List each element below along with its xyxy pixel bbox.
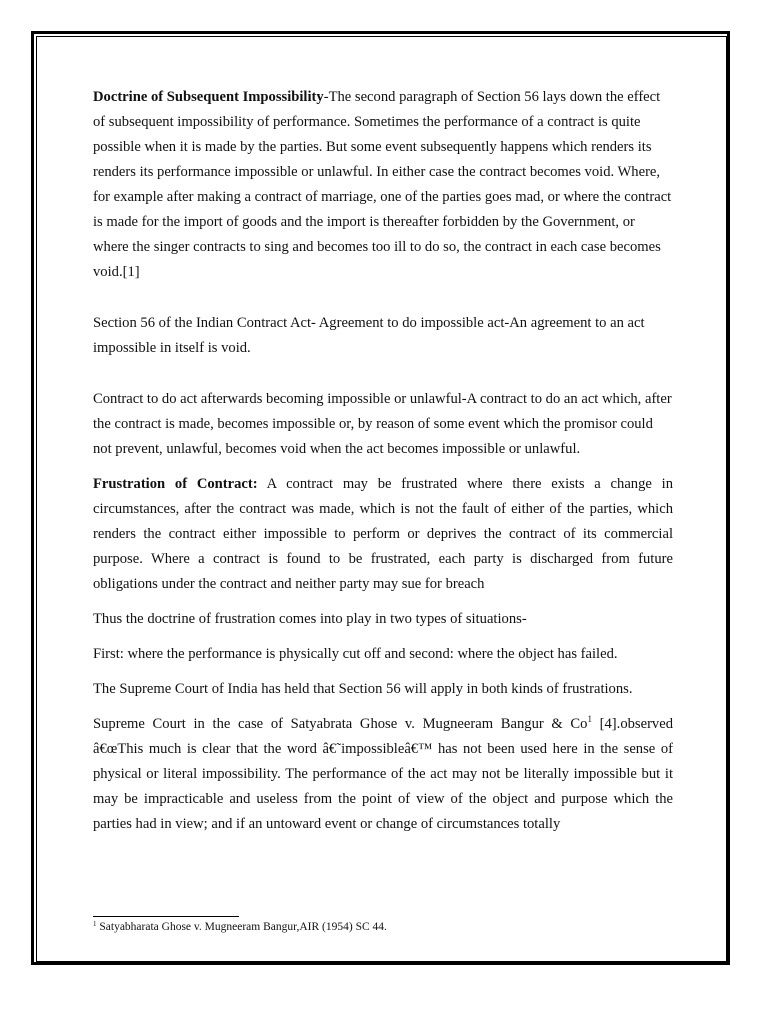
paragraph-supreme-court-held: The Supreme Court of India has held that Section 56 will apply in both kinds of frustrations.	[93, 681, 633, 697]
paragraph-text: [4].observed â€œThis much is clear that the word â€˜impossibleâ€™ has not been used here in the sense of physical or literal impossibility. The performance of the act may not be literally impossible but it may be impracticable and useless from the point of view of the object and purpose which the parties had in view; and if an untoward event or change of circumstances totally	[93, 716, 673, 832]
paragraph-subsequent-impossibility	[93, 85, 673, 285]
paragraph-text: -The second paragraph of Section 56 lays down the effect of subsequent impossibility of performance. Sometimes the performance of a contract is quite possible when it is made by the parties. But some event subsequently happens which renders its renders its performance impossible or unlawful. In either case the contract becomes void. Where, for example after making a contract of marriage, one of the parties goes mad, or where the contract is made for the import of goods and the import is thereafter forbidden by the Government, or where the singer contracts to sing and becomes too ill to do so, the contract in each case becomes void.[1]	[93, 89, 672, 280]
footnote-reference[interactable]: 1	[587, 714, 592, 724]
footnote-number: 1	[93, 920, 97, 928]
footnote-text: Satyabharata Ghose v. Mugneeram Bangur,AIR (1954) SC 44.	[96, 921, 387, 933]
footnote	[93, 919, 387, 935]
footnote-separator	[93, 916, 239, 917]
heading-frustration: Frustration of Contract:	[93, 476, 258, 492]
paragraph-first-second: First: where the performance is physically cut off and second: where the object has failed.	[93, 646, 618, 662]
paragraph-satyabrata-ghose	[93, 712, 673, 837]
paragraph-frustration	[93, 472, 673, 597]
paragraph-two-situations: Thus the doctrine of frustration comes into play in two types of situations-	[93, 611, 527, 627]
paragraph-text: A contract may be frustrated where there exists a change in circumstances, after the contract was made, which is not the fault of either of the parties, which renders the contract either impossible to perform or deprives the contract of its commercial purpose. Where a contract is found to be frustrated, each party is discharged from future obligations under the contract and neither party may sue for breach	[93, 476, 673, 592]
document-body	[93, 85, 673, 837]
paragraph-text: Supreme Court in the case of Satyabrata Ghose v. Mugneeram Bangur & Co	[93, 716, 588, 732]
paragraph-contract-afterwards-impossible: Contract to do act afterwards becoming impossible or unlawful-A contract to do an act which, after the contract is made, becomes impossible or, by reason of some event which the promisor could not prevent, unlawful, becomes void when the act becomes impossible or unlawful.	[93, 391, 672, 457]
paragraph-section-56: Section 56 of the Indian Contract Act- Agreement to do impossible act-An agreement to an act impossible in itself is void.	[93, 315, 645, 356]
heading-subsequent-impossibility: Doctrine of Subsequent Impossibility	[93, 89, 324, 105]
